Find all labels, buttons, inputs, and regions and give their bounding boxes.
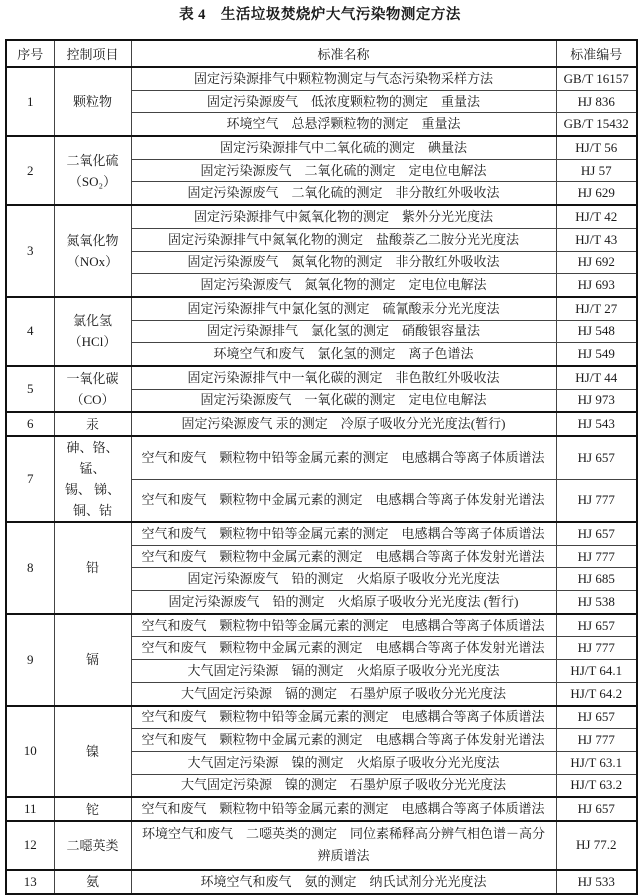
row-number: 3 bbox=[6, 205, 54, 297]
row-number: 7 bbox=[6, 436, 54, 522]
header-standard-code: 标准编号 bbox=[556, 40, 637, 67]
standard-name: 空气和废气 颗粒物中金属元素的测定 电感耦合等离子体发射光谱法 bbox=[131, 479, 556, 522]
table-row bbox=[6, 412, 637, 436]
measurement-methods-table bbox=[5, 39, 638, 895]
table-body bbox=[6, 67, 637, 894]
control-item bbox=[54, 706, 131, 798]
standard-name: 空气和废气 颗粒物中金属元素的测定 电感耦合等离子体发射光谱法 bbox=[131, 729, 556, 752]
standard-name: 固定污染源排气中氯化氢的测定 硫氰酸汞分光光度法 bbox=[131, 297, 556, 320]
standard-name: 环境空气 总悬浮颗粒物的测定 重量法 bbox=[131, 113, 556, 136]
standard-name: 空气和废气 颗粒物中金属元素的测定 电感耦合等离子体发射光谱法 bbox=[131, 545, 556, 568]
standard-name: 空气和废气 颗粒物中铅等金属元素的测定 电感耦合等离子体质谱法 bbox=[131, 522, 556, 545]
standard-code: HJ 533 bbox=[556, 870, 637, 894]
row-number: 4 bbox=[6, 297, 54, 366]
standard-name: 大气固定污染源 镍的测定 火焰原子吸收分光光度法 bbox=[131, 751, 556, 774]
control-item-line: （CO） bbox=[70, 392, 115, 408]
standard-name: 空气和废气 颗粒物中铅等金属元素的测定 电感耦合等离子体质谱法 bbox=[131, 797, 556, 821]
standard-code: HJ/T 64.1 bbox=[556, 660, 637, 683]
control-item bbox=[54, 366, 131, 412]
standard-code: HJ 657 bbox=[556, 522, 637, 545]
control-item-line: 二噁英类 bbox=[66, 837, 119, 853]
standard-code: GB/T 15432 bbox=[556, 113, 637, 136]
standard-code: HJ 692 bbox=[556, 251, 637, 274]
standard-name: 空气和废气 颗粒物中铅等金属元素的测定 电感耦合等离子体质谱法 bbox=[131, 706, 556, 729]
standard-name: 空气和废气 颗粒物中金属元素的测定 电感耦合等离子体发射光谱法 bbox=[131, 637, 556, 660]
standard-code: HJ/T 56 bbox=[556, 136, 637, 159]
standard-name: 环境空气和废气 二噁英类的测定 同位素稀释高分辨气相色谱－高分辨质谱法 bbox=[131, 821, 556, 870]
standard-name: 大气固定污染源 镍的测定 石墨炉原子吸收分光光度法 bbox=[131, 774, 556, 797]
control-item bbox=[54, 522, 131, 614]
control-item-line: 氯化氢 bbox=[72, 313, 112, 329]
standard-code: HJ 657 bbox=[556, 436, 637, 479]
control-item bbox=[54, 412, 131, 436]
standard-code: HJ 57 bbox=[556, 159, 637, 182]
standard-name: 固定污染源排气中一氧化碳的测定 非色散红外吸收法 bbox=[131, 366, 556, 389]
standard-code: HJ/T 63.2 bbox=[556, 774, 637, 797]
table-title: 表 4 生活垃圾焚烧炉大气污染物测定方法 bbox=[179, 7, 461, 23]
standard-code: HJ 657 bbox=[556, 706, 637, 729]
standard-name: 固定污染源废气 铅的测定 火焰原子吸收分光光度法 (暂行) bbox=[131, 591, 556, 614]
standard-name: 固定污染源废气 一氧化碳的测定 定电位电解法 bbox=[131, 389, 556, 412]
table-row bbox=[6, 870, 637, 894]
standard-name: 固定污染源排气中二氧化硫的测定 碘量法 bbox=[131, 136, 556, 159]
standard-code: HJ/T 44 bbox=[556, 366, 637, 389]
control-item-line: 铊 bbox=[85, 801, 99, 817]
row-number: 9 bbox=[6, 614, 54, 706]
standard-code: HJ 629 bbox=[556, 182, 637, 205]
header-no: 序号 bbox=[6, 40, 54, 67]
control-item-line: （SO₂） bbox=[68, 173, 117, 189]
standard-code: HJ 777 bbox=[556, 545, 637, 568]
row-number: 6 bbox=[6, 412, 54, 436]
standard-name: 环境空气和废气 氯化氢的测定 离子色谱法 bbox=[131, 343, 556, 366]
standard-name: 大气固定污染源 镉的测定 火焰原子吸收分光光度法 bbox=[131, 660, 556, 683]
table-row bbox=[6, 797, 637, 821]
standard-code: HJ/T 64.2 bbox=[556, 682, 637, 705]
control-item-line: 镉 bbox=[85, 652, 99, 668]
row-number: 10 bbox=[6, 706, 54, 798]
table-row bbox=[6, 706, 637, 729]
standard-code: HJ 777 bbox=[556, 637, 637, 660]
control-item-line: 汞 bbox=[85, 416, 99, 432]
standard-name: 固定污染源排气中氮氧化物的测定 紫外分光光度法 bbox=[131, 205, 556, 228]
standard-name: 大气固定污染源 镉的测定 石墨炉原子吸收分光光度法 bbox=[131, 682, 556, 705]
standard-name: 固定污染源排气 氯化氢的测定 硝酸银容量法 bbox=[131, 320, 556, 343]
control-item-line: 铅 bbox=[85, 560, 99, 576]
standard-code: HJ 973 bbox=[556, 389, 637, 412]
row-number: 1 bbox=[6, 67, 54, 136]
control-item-line: 氮氧化物 bbox=[66, 233, 119, 248]
standard-name: 固定污染源废气 低浓度颗粒物的测定 重量法 bbox=[131, 90, 556, 113]
row-number: 2 bbox=[6, 136, 54, 205]
control-item bbox=[54, 67, 131, 136]
control-item-line: 锡、 锑、 bbox=[64, 482, 121, 497]
header-control-item: 控制项目 bbox=[54, 40, 131, 67]
standard-code: HJ 657 bbox=[556, 797, 637, 821]
control-item bbox=[54, 797, 131, 821]
control-item-line: 颗粒物 bbox=[72, 94, 112, 110]
standard-code: HJ 77.2 bbox=[556, 821, 637, 870]
table-header-row bbox=[6, 40, 637, 67]
standard-code: HJ 777 bbox=[556, 729, 637, 752]
standard-code: HJ/T 27 bbox=[556, 297, 637, 320]
control-item-line: 砷、铬、锰、 bbox=[66, 440, 119, 476]
standard-code: HJ/T 43 bbox=[556, 228, 637, 251]
row-number: 13 bbox=[6, 870, 54, 894]
table-row bbox=[6, 297, 637, 320]
row-number: 8 bbox=[6, 522, 54, 614]
table-row bbox=[6, 821, 637, 870]
standard-code: HJ 693 bbox=[556, 274, 637, 297]
header-standard-name: 标准名称 bbox=[131, 40, 556, 67]
control-item-line: 二氧化硫 bbox=[66, 152, 119, 168]
table-row bbox=[6, 136, 637, 159]
standard-name: 环境空气和废气 氨的测定 纳氏试剂分光光度法 bbox=[131, 870, 556, 894]
table-row bbox=[6, 522, 637, 545]
table-row bbox=[6, 67, 637, 90]
control-item bbox=[54, 870, 131, 894]
control-item bbox=[54, 136, 131, 205]
standard-code: GB/T 16157 bbox=[556, 67, 637, 90]
standard-code: HJ/T 42 bbox=[556, 205, 637, 228]
standard-name: 空气和废气 颗粒物中铅等金属元素的测定 电感耦合等离子体质谱法 bbox=[131, 436, 556, 479]
standard-name: 固定污染源废气 氮氧化物的测定 非分散红外吸收法 bbox=[131, 251, 556, 274]
standard-code: HJ 836 bbox=[556, 90, 637, 113]
standard-code: HJ 538 bbox=[556, 591, 637, 614]
standard-name: 固定污染源废气 氮氧化物的测定 定电位电解法 bbox=[131, 274, 556, 297]
standard-name: 固定污染源排气中氮氧化物的测定 盐酸萘乙二胺分光光度法 bbox=[131, 228, 556, 251]
row-number: 11 bbox=[6, 797, 54, 821]
standard-code: HJ 657 bbox=[556, 614, 637, 637]
control-item-line: （HCl） bbox=[68, 334, 117, 350]
standard-name: 固定污染源废气 二氧化硫的测定 非分散红外吸收法 bbox=[131, 182, 556, 205]
row-number: 12 bbox=[6, 821, 54, 870]
standard-name: 固定污染源废气 汞的测定 冷原子吸收分光光度法(暂行) bbox=[131, 412, 556, 436]
standard-name: 空气和废气 颗粒物中铅等金属元素的测定 电感耦合等离子体质谱法 bbox=[131, 614, 556, 637]
control-item bbox=[54, 821, 131, 870]
standard-name: 固定污染源废气 铅的测定 火焰原子吸收分光光度法 bbox=[131, 568, 556, 591]
control-item bbox=[54, 205, 131, 297]
table-row bbox=[6, 366, 637, 389]
control-item-line: 一氧化碳 bbox=[66, 371, 119, 387]
standard-code: HJ 685 bbox=[556, 568, 637, 591]
standard-code: HJ 777 bbox=[556, 479, 637, 522]
row-number: 5 bbox=[6, 366, 54, 412]
standard-code: HJ 549 bbox=[556, 343, 637, 366]
table-row bbox=[6, 614, 637, 637]
control-item bbox=[54, 297, 131, 366]
control-item-line: 氨 bbox=[85, 874, 99, 890]
control-item bbox=[54, 614, 131, 706]
table-row bbox=[6, 205, 637, 228]
standard-name: 固定污染源排气中颗粒物测定与气态污染物采样方法 bbox=[131, 67, 556, 90]
standard-code: HJ 543 bbox=[556, 412, 637, 436]
standard-code: HJ 548 bbox=[556, 320, 637, 343]
control-item bbox=[54, 436, 131, 522]
standard-name: 固定污染源废气 二氧化硫的测定 定电位电解法 bbox=[131, 159, 556, 182]
table-row bbox=[6, 436, 637, 479]
standard-code: HJ/T 63.1 bbox=[556, 751, 637, 774]
control-item-line: 镍 bbox=[85, 743, 99, 759]
control-item-line: 铜、钴 bbox=[72, 503, 112, 518]
control-item-line: （NOx） bbox=[66, 254, 119, 269]
